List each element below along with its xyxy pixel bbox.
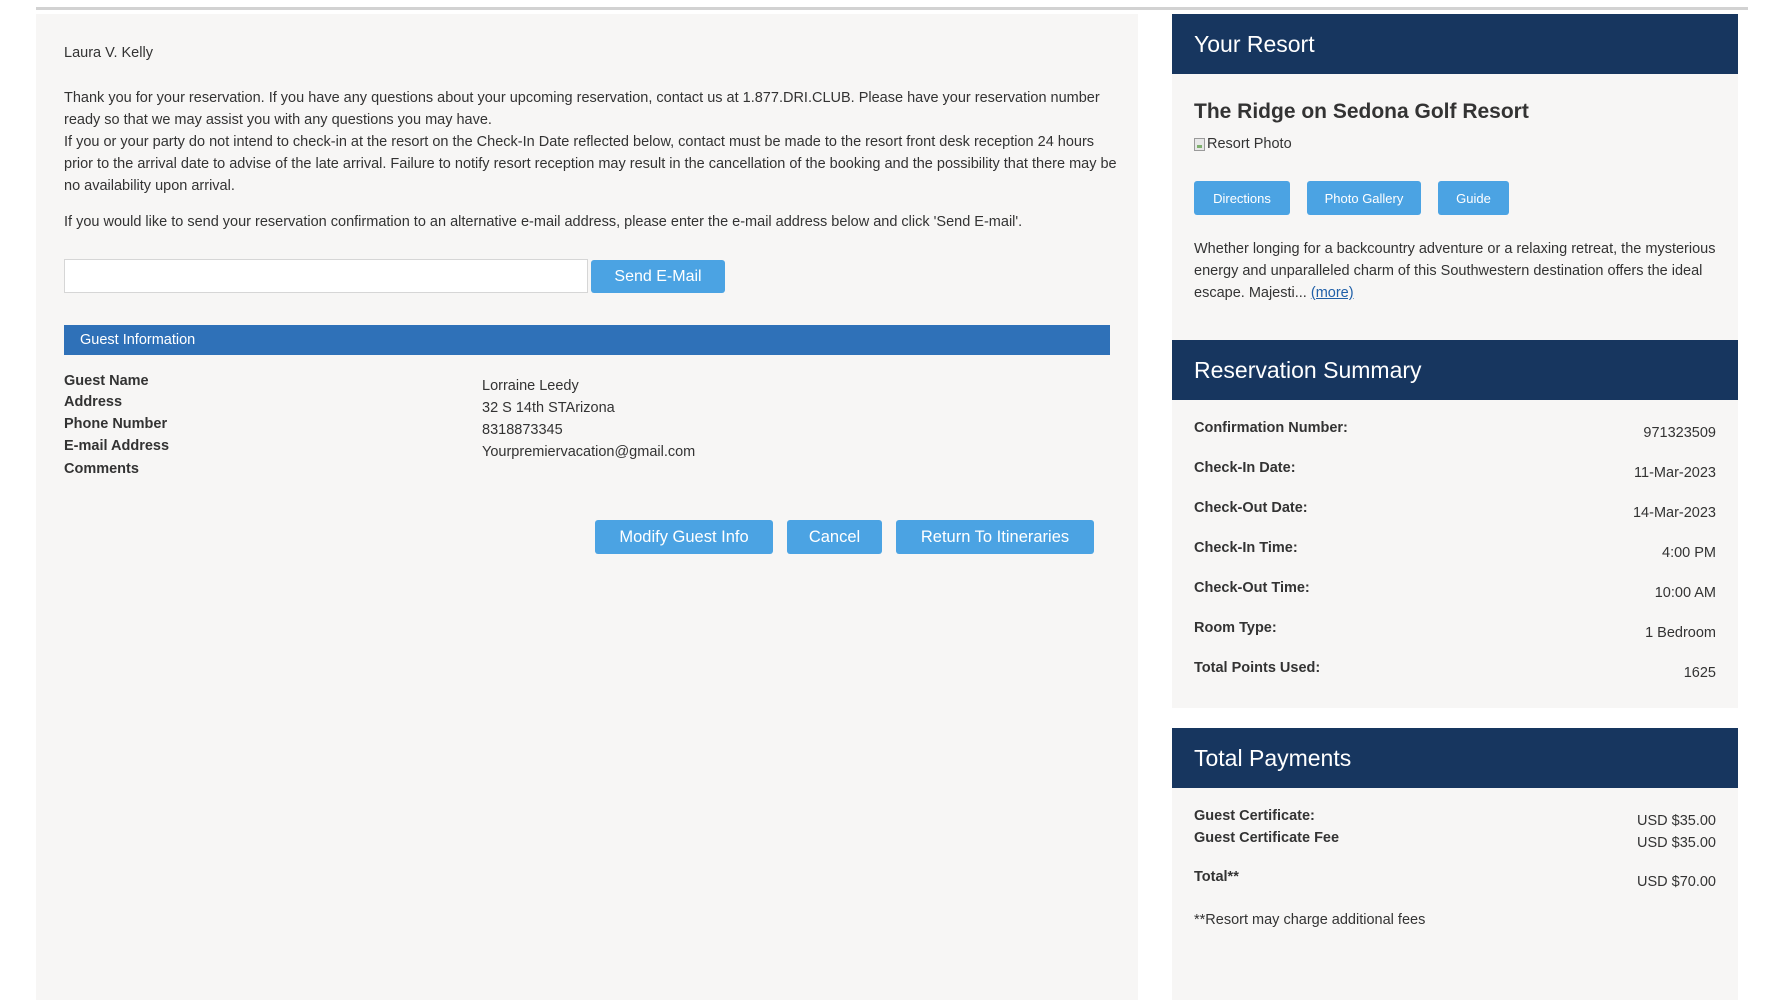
send-email-button[interactable]: Send E-Mail (591, 260, 725, 293)
summary-value: 971323509 (1643, 425, 1716, 441)
summary-value: 10:00 AM (1654, 585, 1716, 601)
summary-value: 14-Mar-2023 (1632, 505, 1716, 521)
payment-row (1194, 808, 1716, 830)
modify-guest-info-button[interactable]: Modify Guest Info (595, 520, 773, 554)
greeting-name: Laura V. Kelly (64, 45, 153, 61)
total-payments-header: Total Payments (1172, 728, 1738, 788)
resort-photo-alt: Resort Photo (1207, 136, 1292, 152)
payment-label: Guest Certificate Fee (1194, 830, 1340, 846)
summary-label: Check-In Date: (1194, 460, 1296, 476)
payment-row (1194, 830, 1716, 852)
guide-button[interactable]: Guide (1438, 181, 1509, 215)
cancel-button[interactable]: Cancel (787, 520, 882, 554)
resort-photo (1194, 136, 1292, 152)
reservation-summary-header: Reservation Summary (1172, 340, 1738, 400)
summary-row (1194, 580, 1716, 602)
total-payments-panel (1172, 728, 1738, 1000)
summary-row (1194, 500, 1716, 522)
resort-description-text: Whether longing for a backcountry adventure or a relaxing retreat, the mysterious energy and unparalleled charm of this Southwestern destination offers the ideal escape. Majesti... (1194, 241, 1716, 301)
phone-value: 8318873345 (482, 422, 563, 438)
resort-name: The Ridge on Sedona Golf Resort (1194, 100, 1529, 123)
contact-message: Thank you for your reservation. If you have any questions about your upcoming reservation, contact us at 1.877.DRI.CLUB. Please have your reservation number ready so that we may assist you with any questions you may have. (64, 90, 1100, 128)
return-to-itineraries-button[interactable]: Return To Itineraries (896, 520, 1094, 554)
broken-image-icon (1194, 138, 1205, 151)
summary-row (1194, 420, 1716, 442)
confirmation-panel (36, 14, 1138, 1000)
your-resort-panel (1172, 14, 1738, 340)
summary-value: 11-Mar-2023 (1634, 465, 1716, 481)
guest-name-value: Lorraine Leedy (482, 378, 579, 394)
summary-label: Confirmation Number: (1194, 420, 1348, 436)
your-resort-header: Your Resort (1172, 14, 1738, 74)
payment-value: USD $35.00 (1637, 813, 1716, 829)
additional-fees-note: **Resort may charge additional fees (1194, 912, 1426, 928)
summary-row (1194, 460, 1716, 482)
alt-email-message: If you would like to send your reservation confirmation to an alternative e-mail address, please enter the e-mail address below and click 'Send E-mail'. (64, 214, 1023, 230)
summary-label: Total Points Used: (1194, 660, 1321, 676)
phone-label: Phone Number (64, 416, 168, 432)
email-label: E-mail Address (64, 438, 170, 454)
summary-value: 1 Bedroom (1645, 625, 1716, 641)
alt-email-input[interactable] (64, 259, 588, 293)
payment-total-row (1194, 869, 1716, 891)
summary-value: 4:00 PM (1662, 545, 1716, 561)
payment-label: Guest Certificate: (1194, 808, 1315, 824)
summary-label: Check-Out Time: (1194, 580, 1310, 596)
resort-description (1194, 238, 1724, 304)
address-label: Address (64, 394, 123, 410)
payment-value: USD $35.00 (1637, 835, 1716, 851)
summary-row (1194, 620, 1716, 642)
more-link[interactable]: (more) (1310, 285, 1354, 301)
summary-label: Room Type: (1194, 620, 1277, 636)
payment-value: USD $70.00 (1637, 874, 1716, 890)
directions-button[interactable]: Directions (1194, 181, 1290, 215)
photo-gallery-button[interactable]: Photo Gallery (1307, 181, 1421, 215)
summary-row (1194, 540, 1716, 562)
summary-row (1194, 660, 1716, 682)
guest-info-header: Guest Information (64, 325, 1110, 355)
summary-label: Check-In Time: (1194, 540, 1298, 556)
summary-label: Check-Out Date: (1194, 500, 1308, 516)
address-value: 32 S 14th STArizona (482, 400, 615, 416)
top-divider (36, 7, 1748, 10)
email-value: Yourpremiervacation@gmail.com (482, 444, 696, 460)
summary-value: 1625 (1683, 665, 1716, 681)
comments-label: Comments (64, 461, 139, 477)
confirmation-message (64, 87, 1124, 197)
reservation-summary-panel (1172, 340, 1738, 708)
payment-label: Total** (1194, 869, 1239, 885)
guest-name-label: Guest Name (64, 373, 149, 389)
late-arrival-message: If you or your party do not intend to check-in at the resort on the Check-In Date reflected below, contact must be made to the resort front desk reception 24 hours prior to the arrival date to advise of the late arrival. Failure to notify resort reception may result in the cancellation of the booking and the possibility that there may be no availability upon arrival. (64, 134, 1117, 194)
